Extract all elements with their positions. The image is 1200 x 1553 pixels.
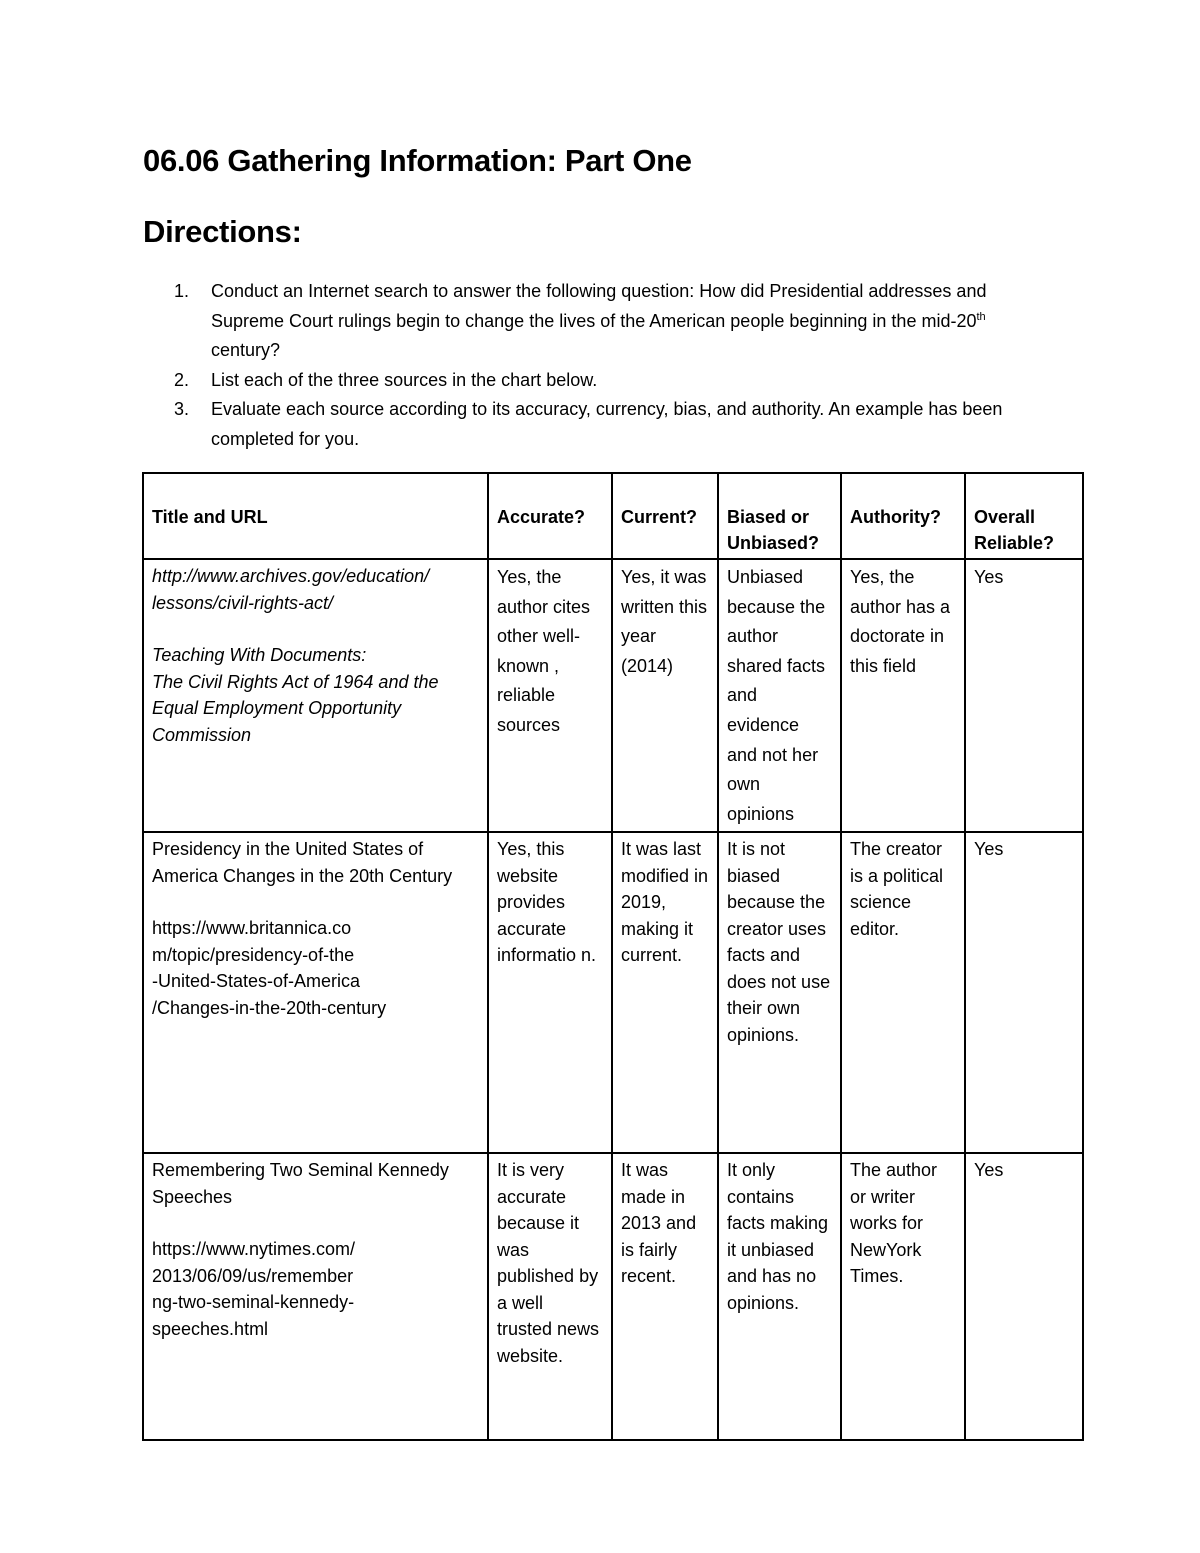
direction-item — [143, 395, 1043, 454]
header-authority: Authority? — [841, 473, 965, 559]
title-url-cell — [143, 559, 488, 832]
source-url-line: /Changes-in-the-20th-century — [152, 997, 387, 1018]
source-url-line: https://www.nytimes.com/ — [152, 1239, 356, 1260]
authority-cell: The creator is a political science editor. — [841, 832, 965, 1153]
source-evaluation-table — [142, 472, 1084, 1441]
reliable-cell: Yes — [965, 832, 1083, 1153]
direction-text-end: century? — [211, 340, 281, 360]
biased-cell: Unbiased because the author shared facts and evidence and not her own opinions — [718, 559, 841, 832]
current-cell: It was last modified in 2019, making it current. — [612, 832, 718, 1153]
direction-superscript: th — [976, 310, 986, 323]
direction-text: Conduct an Internet search to answer the following question: How did Presidential addresses and Supreme Court rulings begin to change the lives of the American people beginning in the mid-20 — [211, 281, 987, 331]
title-url-cell — [143, 1153, 488, 1440]
source-url-line: -United-States-of-America — [152, 971, 361, 992]
source-title-line: Presidency in the United States of America Changes in the 20th Century — [152, 839, 453, 886]
source-title-line: Remembering Two Seminal Kennedy Speeches — [152, 1160, 449, 1207]
source-url-line: http://www.archives.gov/education/ — [152, 566, 430, 586]
current-cell: It was made in 2013 and is fairly recent. — [612, 1153, 718, 1440]
source-url-line: ng-two-seminal-kennedy- — [152, 1292, 355, 1313]
directions-list — [143, 277, 1043, 454]
biased-cell: It only contains facts making it unbiased and has no opinions. — [718, 1153, 841, 1440]
header-title-url: Title and URL — [143, 473, 488, 559]
direction-text: Evaluate each source according to its accuracy, currency, bias, and authority. An example has been completed for you. — [211, 399, 1003, 449]
source-url-line: m/topic/presidency-of-the — [152, 944, 355, 965]
direction-number: 2. — [174, 369, 190, 390]
direction-number: 1. — [174, 281, 190, 301]
source-url-line: lessons/civil-rights-act/ — [152, 592, 334, 613]
accurate-cell: It is very accurate because it was published by a well trusted news website. — [488, 1153, 612, 1440]
table-row — [143, 559, 1083, 832]
accurate-cell: Yes, the author cites other well-known , reliable sources — [488, 559, 612, 832]
current-cell: Yes, it was written this year (2014) — [612, 559, 718, 832]
direction-text: List each of the three sources in the chart below. — [211, 369, 598, 390]
table-row — [143, 1153, 1083, 1440]
authority-cell: The author or writer works for NewYork Times. — [841, 1153, 965, 1440]
table-header-row — [143, 473, 1083, 559]
header-current: Current? — [612, 473, 718, 559]
direction-item — [143, 277, 1043, 366]
direction-number: 3. — [174, 399, 190, 419]
source-url-line: 2013/06/09/us/remember — [152, 1265, 354, 1286]
page-title: 06.06 Gathering Information: Part One — [143, 143, 692, 178]
header-reliable: Overall Reliable? — [965, 473, 1083, 559]
directions-heading: Directions: — [143, 214, 302, 249]
header-biased: Biased or Unbiased? — [718, 473, 841, 559]
biased-cell: It is not biased because the creator uses facts and does not use their own opinions. — [718, 832, 841, 1153]
source-url-line: speeches.html — [152, 1318, 269, 1339]
title-url-cell — [143, 832, 488, 1153]
source-title-line: The Civil Rights Act of 1964 and the Equal Employment Opportunity Commission — [152, 671, 439, 745]
accurate-cell: Yes, this website provides accurate informatio n. — [488, 832, 612, 1153]
authority-cell: Yes, the author has a doctorate in this field — [841, 559, 965, 832]
header-accurate: Accurate? — [488, 473, 612, 559]
reliable-cell: Yes — [965, 559, 1083, 832]
direction-item — [143, 366, 1043, 396]
source-url-line: https://www.britannica.co — [152, 918, 352, 939]
table-row — [143, 832, 1083, 1153]
source-title-line: Teaching With Documents: — [152, 645, 367, 665]
reliable-cell: Yes — [965, 1153, 1083, 1440]
